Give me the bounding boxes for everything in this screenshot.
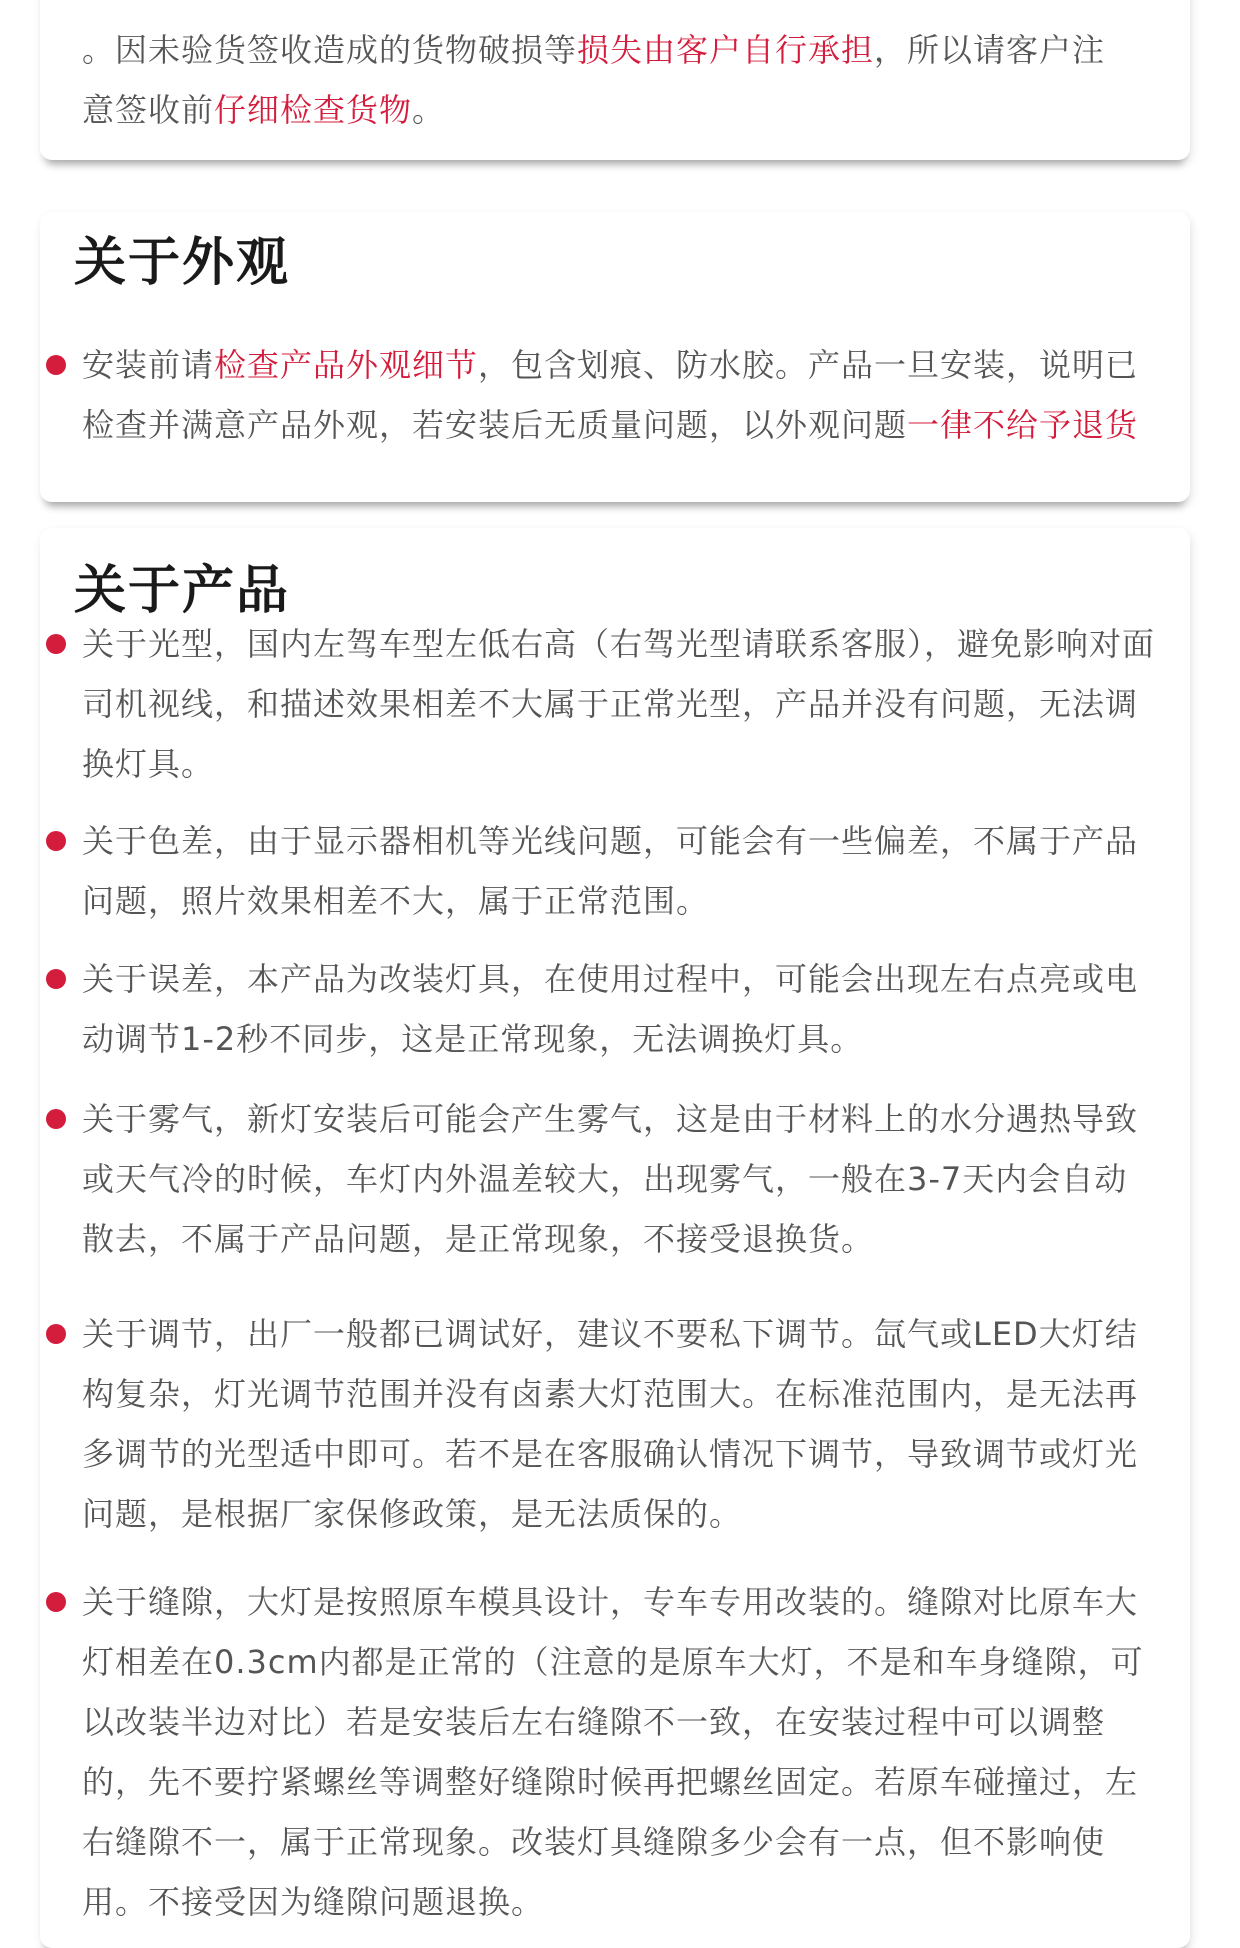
bullet-icon <box>46 1324 66 1344</box>
notice-text <box>82 20 1160 140</box>
bullet-icon <box>46 355 66 375</box>
notice-card <box>40 0 1190 160</box>
notice-highlight-check: 仔细检查货物 <box>214 91 413 129</box>
appearance-paragraph: 安装前请检查产品外观细节，包含划痕、防水胶。产品一旦安装，说明已检查并满意产品外观，若安装后无质量问题，以外观问题一律不给予退货 <box>82 346 1139 444</box>
notice-line-1: 。因未验货签收造成的货物破损等损失由客户自行承担，所以请客户注 <box>82 31 1106 69</box>
appearance-highlight-no-return: 一律不给予退货 <box>907 406 1139 444</box>
appearance-highlight-check: 检查产品外观细节 <box>214 346 479 384</box>
notice-highlight-loss: 损失由客户自行承担 <box>577 31 875 69</box>
product-item-fog: 关于雾气，新灯安装后可能会产生雾气，这是由于材料上的水分遇热导致或天气冷的时候，车灯内外温差较大，出现雾气，一般在3-7天内会自动散去，不属于产品问题，是正常现象，不接受退换货。 <box>82 1100 1139 1258</box>
bullet-icon <box>46 1109 66 1129</box>
product-title: 关于产品 <box>74 561 291 621</box>
product-item-light-pattern: 关于光型，国内左驾车型左低右高（右驾光型请联系客服），避免影响对面司机视线，和描述效果相差不大属于正常光型，产品并没有问题，无法调换灯具。 <box>82 625 1156 783</box>
product-item-color-difference: 关于色差，由于显示器相机等光线问题，可能会有一些偏差，不属于产品问题，照片效果相差不大，属于正常范围。 <box>82 822 1139 920</box>
bullet-icon <box>46 634 66 654</box>
bullet-icon <box>46 831 66 851</box>
appearance-card <box>40 212 1190 502</box>
notice-line-2: 意签收前仔细检查货物。 <box>82 91 446 129</box>
product-item-error: 关于误差，本产品为改装灯具，在使用过程中，可能会出现左右点亮或电动调节1-2秒不同步，这是正常现象，无法调换灯具。 <box>82 960 1139 1058</box>
product-item-adjustment: 关于调节，出厂一般都已调试好，建议不要私下调节。氙气或LED大灯结构复杂，灯光调节范围并没有卤素大灯范围大。在标准范围内，是无法再多调节的光型适中即可。若不是在客服确认情况下调节，导致调节或灯光问题，是根据厂家保修政策，是无法质保的。 <box>82 1315 1139 1533</box>
appearance-title: 关于外观 <box>74 233 291 293</box>
bullet-icon <box>46 969 66 989</box>
product-card <box>40 528 1190 1948</box>
product-item-gap: 关于缝隙，大灯是按照原车模具设计，专车专用改装的。缝隙对比原车大灯相差在0.3cm内都是正常的（注意的是原车大灯，不是和车身缝隙，可以改装半边对比）若是安装后左右缝隙不一致，在安装过程中可以调整的，先不要拧紧螺丝等调整好缝隙时候再把螺丝固定。若原车碰撞过，左右缝隙不一，属于正常现象。改装灯具缝隙多少会有一点，但不影响使用。不接受因为缝隙问题退换。 <box>82 1583 1144 1921</box>
bullet-icon <box>46 1592 66 1612</box>
